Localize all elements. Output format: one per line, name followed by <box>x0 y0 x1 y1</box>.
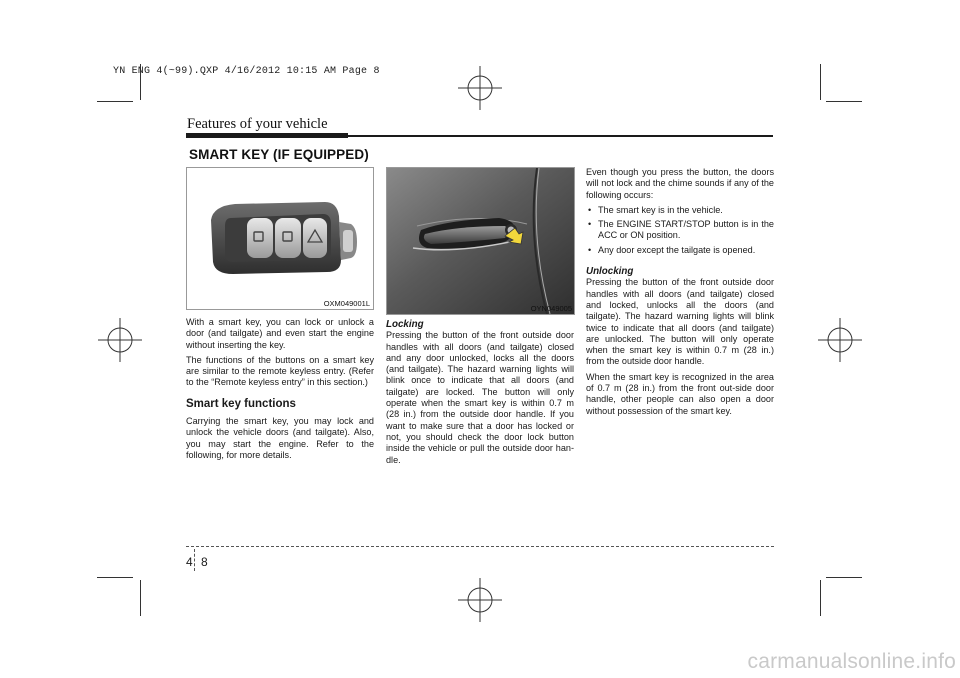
registration-mark-bottom <box>458 578 502 622</box>
print-slug: YN ENG 4(~99).QXP 4/16/2012 10:15 AM Page 8 <box>113 66 380 77</box>
watermark: carmanualsonline.info <box>747 650 956 673</box>
header-rule-thick <box>186 133 348 138</box>
crop-mark <box>826 101 862 102</box>
figure-code: OYN049005 <box>530 304 572 313</box>
figure-door-handle <box>386 167 575 313</box>
registration-mark-top <box>458 66 502 110</box>
registration-mark-left <box>98 318 142 362</box>
list-item: • Any door except the tailgate is opened. <box>586 245 774 256</box>
paragraph: When the smart key is recognized in the area of 0.7 m (28 in.) from the front out-side door handle, other people can also open a door without possession of the smart key. <box>586 371 774 416</box>
figure-code: OXM049001L <box>323 299 370 308</box>
paragraph: Pressing the button of the front outside door handles with all doors (and tailgate) closed and locked, unlocks all the doors (and tailgate). The hazard warning lights will blink twice to indicate that all doors (and tailgate) are unlocked. The button will only operate when the smart key is within 0.7 m (28 in.) from the outside door handle. <box>586 277 774 367</box>
section-number: 4 <box>186 555 193 569</box>
crop-mark <box>97 101 133 102</box>
running-title: Features of your vehicle <box>187 116 328 132</box>
paragraph: Even though you press the button, the doors will not lock and the chime sounds if any of the following occurs: <box>586 167 774 200</box>
list-item: • The smart key is in the vehicle. <box>586 205 774 216</box>
figure-smart-key <box>186 167 374 308</box>
subheading: Smart key functions <box>186 397 296 410</box>
section-title: SMART KEY (IF EQUIPPED) <box>189 147 369 162</box>
page-number-separator <box>194 549 195 571</box>
registration-mark-right <box>818 318 862 362</box>
list-item: • The ENGINE START/STOP button is in the ACC or ON position. <box>586 219 774 242</box>
paragraph: Pressing the button of the front outside door handles with all doors (and tailgate) closed and any door unlocked, locks all the doors (and tailgate). The hazard warning lights will blink once to indicate that all doors (and tailgate) are locked. The button will only operate when the smart key is within 0.7 m (28 in.) from the outside door handle. If you want to make sure that a door has locked or not, you should check the door lock button inside the vehicle or pull the outside door han-dle. <box>386 330 574 465</box>
header-rule-thin <box>348 135 773 137</box>
column-2 <box>386 317 574 470</box>
door-handle-icon <box>387 168 574 314</box>
paragraph: The functions of the buttons on a smart key are similar to the remote keyless entry. (Refer to the “Remote keyless entry” in this section.) <box>186 354 374 388</box>
crop-mark <box>140 580 141 616</box>
crop-mark <box>97 577 133 578</box>
door-handle-photo <box>386 167 575 315</box>
crop-mark <box>826 577 862 578</box>
paragraph: Carrying the smart key, you may lock and unlock the vehicle doors (and tailgate). Also, you may start the engine. Refer to the following, for more details. <box>186 416 374 460</box>
smart-key-illustration <box>186 167 374 310</box>
subheading-unlocking: Unlocking <box>586 266 634 278</box>
subheading-locking: Locking <box>386 319 424 330</box>
smart-key-icon <box>187 168 373 309</box>
column-3 <box>586 167 774 421</box>
paragraph: With a smart key, you can lock or unlock a door (and tailgate) and even start the engine without inserting the key. <box>186 317 374 350</box>
crop-mark <box>820 64 821 100</box>
page-number: 8 <box>201 555 208 569</box>
bullet-list <box>586 205 774 256</box>
footer-rule <box>186 546 774 547</box>
column-1 <box>186 317 374 465</box>
crop-mark <box>820 580 821 616</box>
